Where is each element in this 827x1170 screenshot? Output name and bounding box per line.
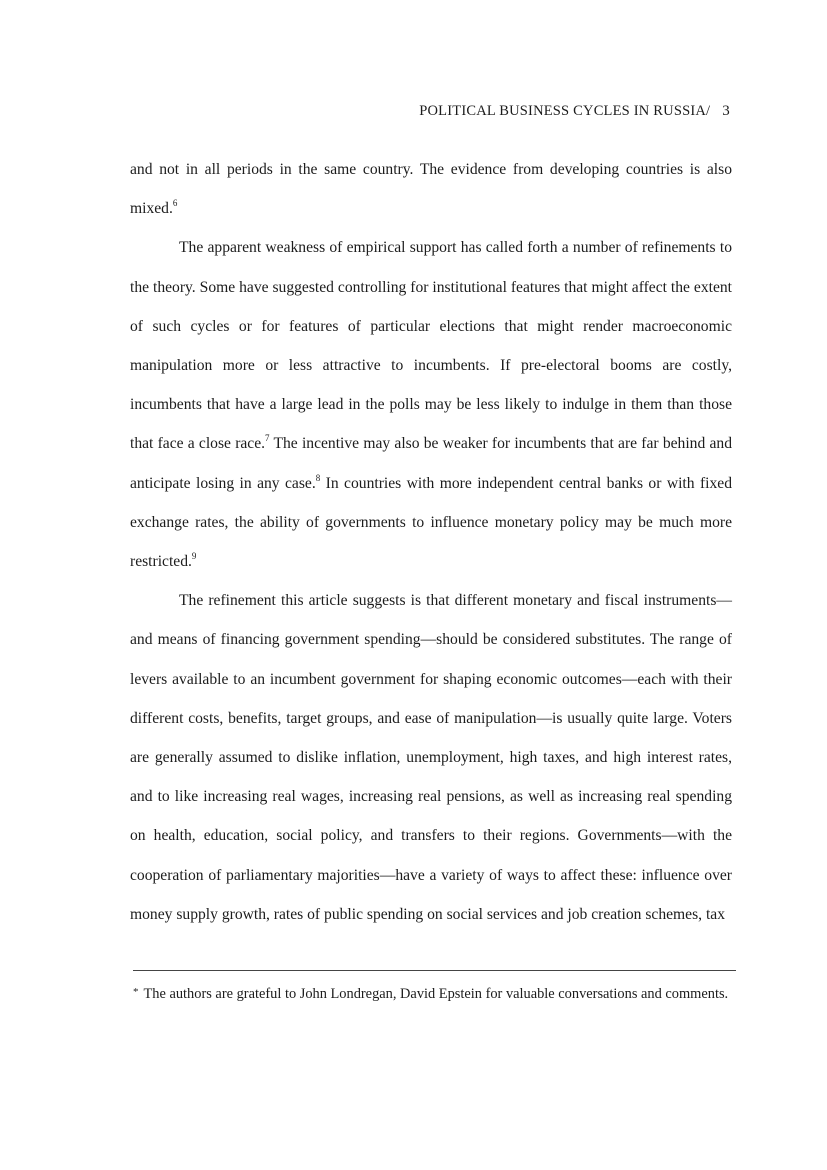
paragraph-3: The refinement this article suggests is that different monetary and fiscal instruments—and means of financing government spending—should be considered substitutes. The range of levers available to an incumbent government for shaping economic outcomes—each with their different costs, benefits, target groups, and ease of manipulation—is usually quite large. Voters are generally assumed to dislike inflation, unemployment, high taxes, and high interest rates, and to like increasing real wages, increasing real pensions, as well as increasing real spending on health, education, social policy, and transfers to their regions. Governments—with the cooperation of parliamentary majorities—have a variety of ways to affect these: influence over money supply growth, rates of public spending on social services and job creation schemes, tax (130, 592, 732, 923)
footnote-ref-9[interactable]: 9 (191, 551, 197, 562)
paragraph-2-part-1: The apparent weakness of empirical support has called forth a number of refinements to the theory. Some have suggested controlling for institutional features that might affect the extent of such cycles or for features of particular elections that might render macroeconomic manipulation more or less attractive to incumbents. If pre-electoral booms are costly, incumbents that have a large lead in the polls may be less likely to indulge in them than those that face a close race. (130, 239, 732, 453)
paragraph-2-part-2: The incentive may also be weaker for incumbents that are far behind and anticipate losing in any case. (130, 435, 733, 492)
paragraph-2-part-3: In countries with more independent central banks or with fixed exchange rates, the ability of governments to influence monetary policy may be much more restricted. (130, 474, 732, 571)
footnote-ref-7[interactable]: 7 (265, 433, 270, 444)
footnote-ref-8[interactable]: 8 (315, 472, 321, 483)
paragraph-1-text: and not in all periods in the same country. The evidence from developing countries is also mixed. (130, 161, 732, 218)
footnote (133, 982, 733, 1004)
paragraph-2 (130, 228, 732, 581)
footnote-separator (133, 970, 736, 971)
running-title: POLITICAL BUSINESS CYCLES IN RUSSIA/ (419, 103, 711, 119)
running-header (130, 103, 730, 120)
footnote-ref-6[interactable]: 6 (172, 198, 178, 209)
body-text (130, 150, 732, 934)
footnote-mark: * (133, 986, 139, 998)
page-number: 3 (722, 103, 730, 119)
footnote-text: The authors are grateful to John Londregan, David Epstein for valuable conversations and comments. (143, 986, 729, 1002)
paragraph-1 (130, 150, 732, 228)
